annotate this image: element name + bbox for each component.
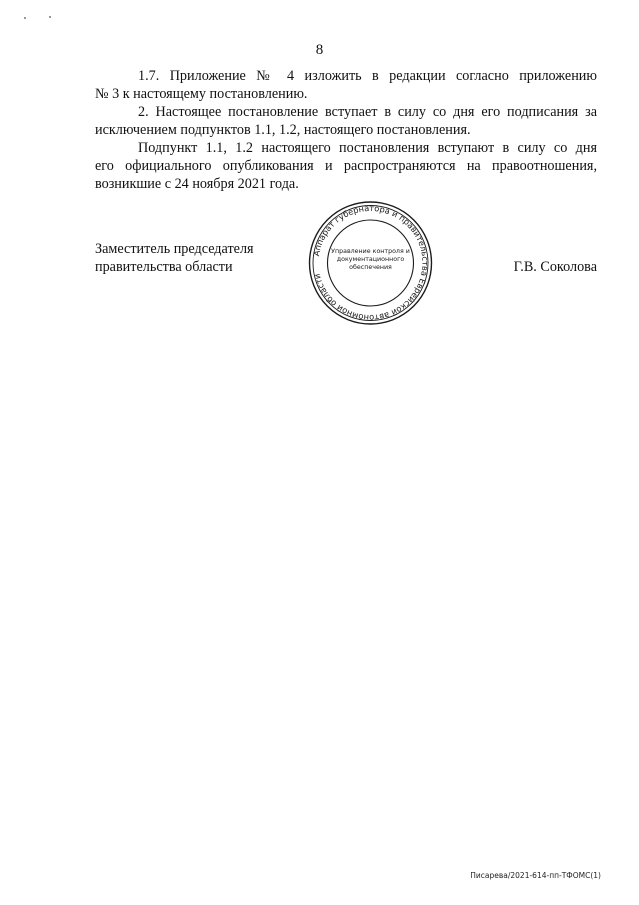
document-footer-code: Писарева/2021-614-пп-ТФОМС(1) bbox=[470, 871, 601, 880]
signature-role-line: Заместитель председателя bbox=[95, 241, 254, 257]
paragraph-line: № 3 к настоящему постановлению. bbox=[95, 86, 308, 102]
seal-inner-line: обеспечения bbox=[349, 264, 392, 271]
paragraph-line: его официального опубликования и распространяются на правоотношения, bbox=[95, 158, 597, 174]
signature-role bbox=[95, 240, 254, 276]
signature-role-line: правительства области bbox=[95, 259, 233, 275]
paragraph-line: 2. Настоящее постановление вступает в силу со дня его подписания за bbox=[138, 104, 597, 120]
signer-name: Г.В. Соколова bbox=[513, 259, 597, 275]
paragraph-item-2 bbox=[95, 103, 597, 139]
paragraph-line: исключением подпунктов 1.1, 1.2, настоящего постановления. bbox=[95, 122, 471, 138]
paragraph-item-1-7 bbox=[95, 67, 597, 103]
official-seal bbox=[303, 198, 438, 328]
scan-speck bbox=[49, 16, 51, 18]
seal-inner-line: Управление контроля и bbox=[331, 248, 410, 255]
paragraph-line: 1.7. Приложение № 4 изложить в редакции согласно приложению bbox=[138, 68, 597, 84]
seal-ring-text: Аппарат губернатора и правительства Еврейской автономной области bbox=[310, 202, 431, 324]
paragraph-subpoint-effective bbox=[95, 139, 597, 193]
seal-graphic bbox=[303, 198, 438, 328]
paragraph-line: возникшие с 24 ноября 2021 года. bbox=[95, 176, 299, 192]
page-number: 8 bbox=[315, 42, 324, 58]
seal-inner-line: документационного bbox=[336, 256, 405, 263]
seal-inner-ring bbox=[328, 220, 414, 306]
paragraph-line: Подпункт 1.1, 1.2 настоящего постановления вступают в силу со дня bbox=[138, 140, 597, 156]
scan-speck bbox=[24, 17, 26, 19]
